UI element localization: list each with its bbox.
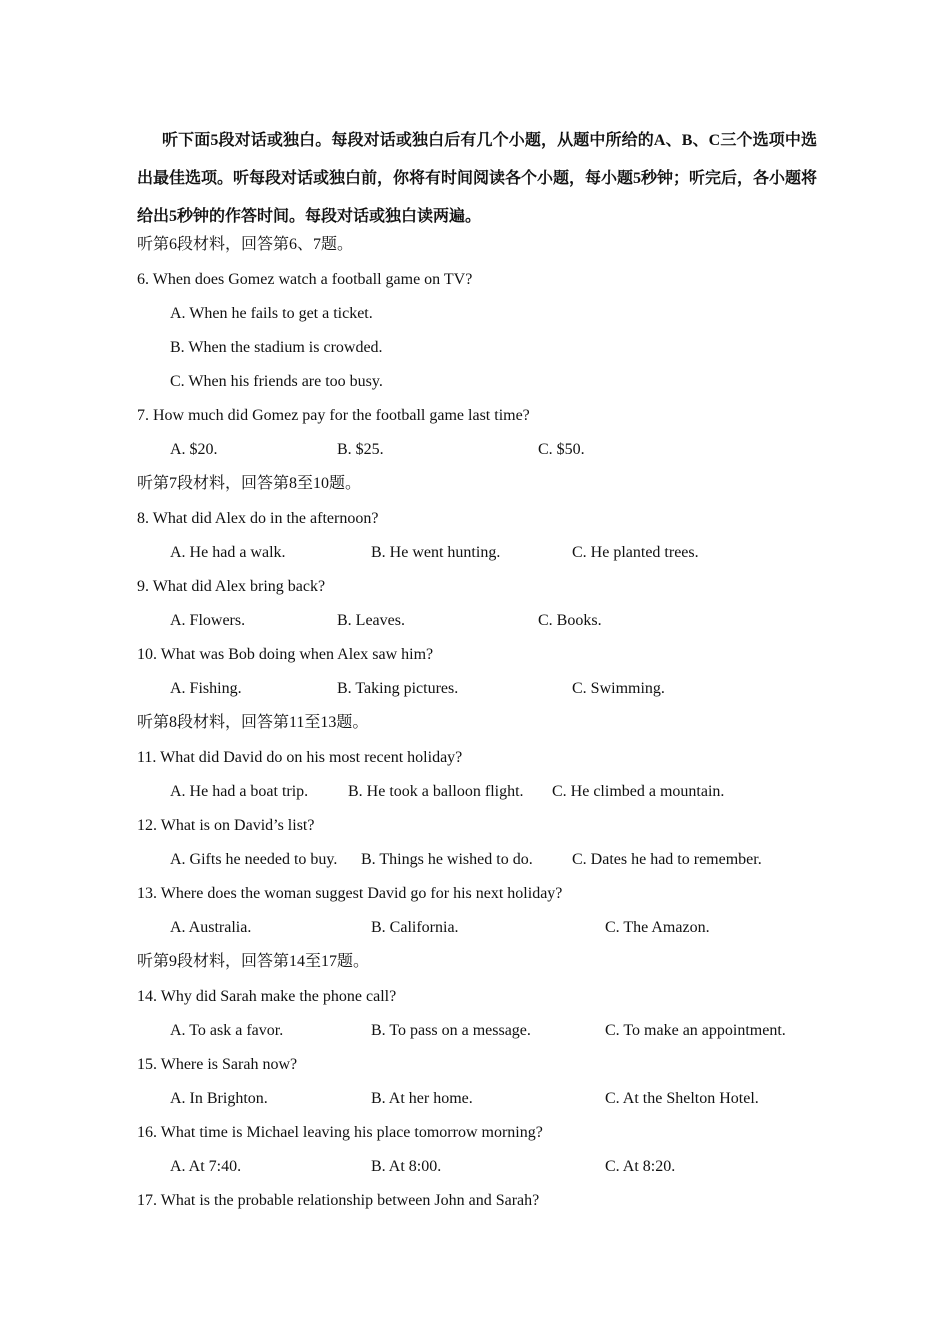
- q7-option-b: B. $25.: [337, 441, 384, 458]
- q15-option-b: B. At her home.: [371, 1090, 473, 1107]
- q8-option-b: B. He went hunting.: [371, 544, 501, 561]
- q15-option-a: A. In Brighton.: [170, 1090, 268, 1107]
- q9-option-b: B. Leaves.: [337, 612, 405, 629]
- q13-option-b: B. California.: [371, 919, 459, 936]
- q14-option-c: C. To make an appointment.: [605, 1022, 786, 1039]
- q11-option-c: C. He climbed a mountain.: [552, 783, 725, 800]
- q14-option-a: A. To ask a favor.: [170, 1022, 284, 1039]
- q12-option-c: C. Dates he had to remember.: [572, 851, 762, 868]
- question-14: 14. Why did Sarah make the phone call?: [137, 988, 397, 1005]
- q16-option-b: B. At 8:00.: [371, 1158, 442, 1175]
- question-10: 10. What was Bob doing when Alex saw him?: [137, 646, 434, 663]
- question-16: 16. What time is Michael leaving his place tomorrow morning?: [137, 1124, 543, 1141]
- q9-option-a: A. Flowers.: [170, 612, 246, 629]
- section-heading-8: 听第8段材料，回答第11至13题。: [137, 714, 369, 731]
- q8-option-a: A. He had a walk.: [170, 544, 286, 561]
- q14-option-b: B. To pass on a message.: [371, 1022, 531, 1039]
- question-11: 11. What did David do on his most recent holiday?: [137, 749, 463, 766]
- question-7: 7. How much did Gomez pay for the football game last time?: [137, 407, 530, 424]
- q6-option-c: C. When his friends are too busy.: [170, 373, 383, 390]
- q12-option-b: B. Things he wished to do.: [361, 851, 533, 868]
- q9-option-c: C. Books.: [538, 612, 602, 629]
- question-9: 9. What did Alex bring back?: [137, 578, 326, 595]
- question-8: 8. What did Alex do in the afternoon?: [137, 510, 379, 527]
- q15-option-c: C. At the Shelton Hotel.: [605, 1090, 759, 1107]
- q6-option-a: A. When he fails to get a ticket.: [170, 305, 373, 322]
- q13-option-a: A. Australia.: [170, 919, 252, 936]
- q7-option-a: A. $20.: [170, 441, 218, 458]
- section-heading-7: 听第7段材料，回答第8至10题。: [137, 475, 362, 492]
- question-13: 13. Where does the woman suggest David go for his next holiday?: [137, 885, 563, 902]
- question-17: 17. What is the probable relationship between John and Sarah?: [137, 1192, 540, 1209]
- question-6: 6. When does Gomez watch a football game on TV?: [137, 271, 473, 288]
- q8-option-c: C. He planted trees.: [572, 544, 699, 561]
- q16-option-a: A. At 7:40.: [170, 1158, 242, 1175]
- q7-option-c: C. $50.: [538, 441, 585, 458]
- q10-option-c: C. Swimming.: [572, 680, 665, 697]
- q11-option-b: B. He took a balloon flight.: [348, 783, 524, 800]
- q12-option-a: A. Gifts he needed to buy.: [170, 851, 338, 868]
- section-heading-6: 听第6段材料，回答第6、7题。: [137, 236, 354, 253]
- q6-option-b: B. When the stadium is crowded.: [170, 339, 383, 356]
- q16-option-c: C. At 8:20.: [605, 1158, 676, 1175]
- q10-option-b: B. Taking pictures.: [337, 680, 459, 697]
- q10-option-a: A. Fishing.: [170, 680, 242, 697]
- question-15: 15. Where is Sarah now?: [137, 1056, 298, 1073]
- question-12: 12. What is on David’s list?: [137, 817, 315, 834]
- q13-option-c: C. The Amazon.: [605, 919, 710, 936]
- section-heading-9: 听第9段材料，回答第14至17题。: [137, 953, 370, 970]
- q11-option-a: A. He had a boat trip.: [170, 783, 309, 800]
- section-instructions: 听下面5段对话或独白。每段对话或独白后有几个小题，从题中所给的A、B、C三个选项中选出最佳选项。听每段对话或独白前，你将有时间阅读各个小题，每小题5秒钟；听完后，各小题将给出5秒钟的作答时间。每段对话或独白读两遍。: [137, 132, 818, 225]
